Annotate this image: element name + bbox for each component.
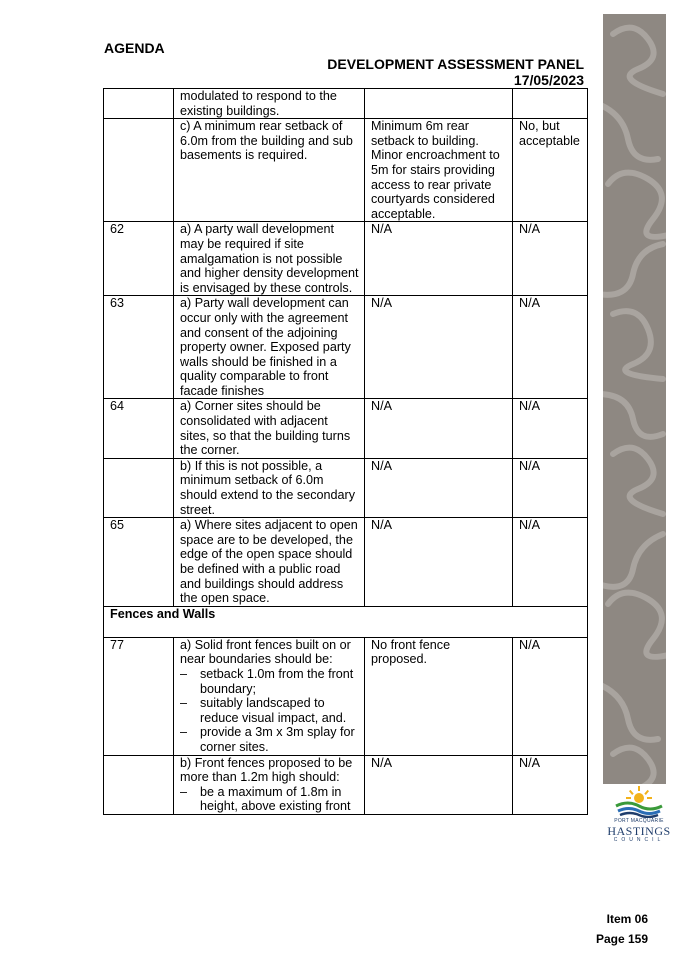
control-text: modulated to respond to the existing buildings.: [174, 89, 365, 119]
page-number: Page 159: [595, 932, 648, 946]
table-row: [104, 89, 588, 119]
proposed-text: N/A: [365, 458, 513, 517]
control-text: a) Party wall development can occur only with the agreement and consent of the adjoining property owner. Exposed party walls should be finished in a quality comparable to front facade finishes: [174, 296, 365, 399]
list-item: – be a maximum of 1.8m in height, above existing front: [180, 785, 360, 814]
table-row: [104, 399, 588, 458]
section-heading: Fences and Walls: [104, 606, 588, 637]
control-list: [180, 667, 360, 755]
proposed-text: N/A: [365, 222, 513, 296]
item-number: Item 06: [606, 912, 648, 926]
list-item: – setback 1.0m from the front boundary;: [180, 667, 360, 696]
table-row: [104, 458, 588, 517]
swirl-pattern-icon: [603, 14, 666, 784]
clause-number: 62: [104, 222, 174, 296]
complies-text: No, but acceptable: [513, 119, 588, 222]
complies-text: N/A: [513, 637, 588, 755]
council-logo: [606, 784, 672, 844]
control-intro: b) Front fences proposed to be more than 1.2m high should:: [180, 755, 353, 785]
council-logo-icon: [606, 784, 672, 818]
control-intro: a) Solid front fences built on or near boundaries should be:: [180, 637, 351, 667]
proposed-text: [365, 89, 513, 119]
complies-text: N/A: [513, 518, 588, 607]
section-heading-row: [104, 606, 588, 637]
clause-number: 77: [104, 637, 174, 755]
clause-number: 65: [104, 518, 174, 607]
control-text: [174, 755, 365, 814]
complies-text: N/A: [513, 755, 588, 814]
table-row: [104, 296, 588, 399]
clause-number: 64: [104, 399, 174, 458]
proposed-text: Minimum 6m rear setback to building. Minor encroachment to 5m for stairs providing access to rear private courtyards considered acceptable.: [365, 119, 513, 222]
proposed-text: No front fence proposed.: [365, 637, 513, 755]
clause-number: [104, 89, 174, 119]
proposed-text: N/A: [365, 755, 513, 814]
control-text: a) Corner sites should be consolidated with adjacent sites, so that the building turns the corner.: [174, 399, 365, 458]
complies-text: N/A: [513, 222, 588, 296]
proposed-text: N/A: [365, 399, 513, 458]
list-item: – suitably landscaped to reduce visual impact, and.: [180, 696, 360, 725]
proposed-text: N/A: [365, 518, 513, 607]
control-text: a) Where sites adjacent to open space are to be developed, the edge of the open space should be defined with a public road and buildings should address the open space.: [174, 518, 365, 607]
complies-text: N/A: [513, 458, 588, 517]
control-text: b) If this is not possible, a minimum setback of 6.0m should extend to the secondary street.: [174, 458, 365, 517]
clause-number: [104, 119, 174, 222]
panel-title: DEVELOPMENT ASSESSMENT PANEL: [327, 56, 584, 72]
table-row: [104, 518, 588, 607]
clause-number: [104, 458, 174, 517]
control-text: a) A party wall development may be required if site amalgamation is not possible and higher density development is envisaged by these controls.: [174, 222, 365, 296]
table-row: [104, 222, 588, 296]
complies-text: N/A: [513, 296, 588, 399]
clause-number: [104, 755, 174, 814]
control-text: c) A minimum rear setback of 6.0m from the building and sub basements is required.: [174, 119, 365, 222]
table-row: [104, 637, 588, 755]
table-row: [104, 119, 588, 222]
logo-line-2: HASTINGS: [607, 824, 671, 838]
logo-line-1: PORT MACQUARIE: [614, 818, 664, 824]
list-item: – provide a 3m x 3m splay for corner sites.: [180, 725, 360, 754]
table-row: [104, 755, 588, 814]
assessment-table: [103, 88, 588, 815]
proposed-text: N/A: [365, 296, 513, 399]
control-list: [180, 785, 360, 814]
complies-text: [513, 89, 588, 119]
meeting-date: 17/05/2023: [513, 72, 584, 88]
logo-line-3: COUNCIL: [613, 837, 665, 843]
agenda-label: AGENDA: [104, 40, 165, 56]
clause-number: 63: [104, 296, 174, 399]
control-text: [174, 637, 365, 755]
complies-text: N/A: [513, 399, 588, 458]
decorative-sidebar: [603, 14, 666, 784]
